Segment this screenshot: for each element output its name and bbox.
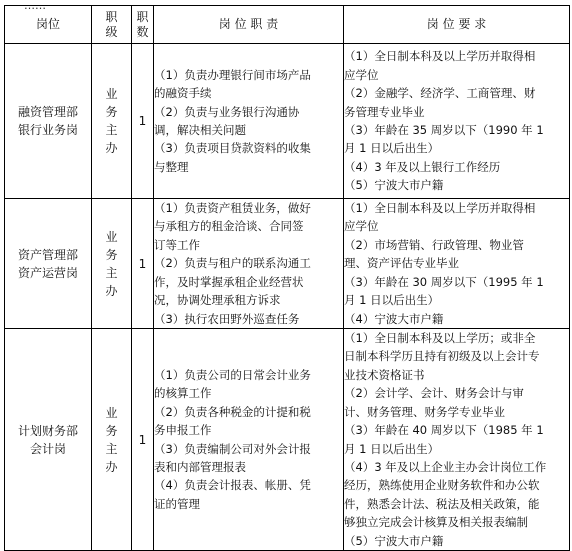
duties-cell: （1）负责公司的日常会计业务 的核算工作 （2）负责各种税金的计提和税 务申报工作 （3）负责编制公司对外会计报 表和内部管理报表 （4）负责会计报表、帐册、凭 证的管理 bbox=[154, 329, 344, 551]
duties-cell: （1）负责资产租赁业务，做好 与承租方的租金洽谈、合同签 订等工作 （2）负责与租户的联系沟通工 作，及时掌握承租企业经营状 况，协调处理承租方诉求 （3）执行农田野外巡查任务 bbox=[154, 199, 344, 329]
requirements-cell: （1）全日制本科及以上学历并取得相 应学位 （2）金融学、经济学、工商管理、财 务管理专业毕业 （3）年龄在 35 周岁以下（1990 年 1 月 1 日以后出生） （4）3 年及以上银行工作经历 （5）宁波大市户籍 bbox=[344, 44, 570, 199]
rank-cell: 业 务 主 办 bbox=[92, 329, 132, 551]
duties-cell: （1）负责办理银行间市场产品 的融资手续 （2）负责与业务银行沟通协 调，解决相关问题 （3）负责项目贷款资料的收集 与整理 bbox=[154, 44, 344, 199]
job-requirements-table bbox=[4, 5, 570, 551]
post-name: 融资管理部 银行业务岗 bbox=[5, 44, 92, 199]
requirements-cell: （1）全日制本科及以上学历；或非全 日制本科学历且持有初级及以上会计专 业技术资格证书 （2）会计学、会计、财务会计与审 计、财务管理、财务学专业毕业 （3）年龄在 40 周岁以下（1985 年 1 月 1 日以后出生） （4）3 年及以上企业主办会计岗位工作 经历，熟练使用企业财务软件和办公软 件，熟悉会计法、税法及相关政策，能 够独立完成会计核算及相关报表编制 （5）宁波大市户籍 bbox=[344, 329, 570, 551]
rank-cell: 业 务 主 办 bbox=[92, 199, 132, 329]
post-name: 计划财务部 会计岗 bbox=[5, 329, 92, 551]
rank-cell: 业 务 主 办 bbox=[92, 44, 132, 199]
table-row bbox=[5, 44, 570, 199]
post-name: 资产管理部 资产运营岗 bbox=[5, 199, 92, 329]
header-duties: 岗 位 职 责 bbox=[154, 6, 344, 44]
headcount: 1 bbox=[132, 44, 154, 199]
table-row bbox=[5, 199, 570, 329]
clipped-top-text: …… bbox=[24, 0, 46, 12]
table-row bbox=[5, 329, 570, 551]
headcount: 1 bbox=[132, 199, 154, 329]
requirements-cell: （1）全日制本科及以上学历并取得相 应学位 （2）市场营销、行政管理、物业管 理、资产评估专业毕业 （3）年龄在 30 周岁以下（1995 年 1 月 1 日以后出生） （4）宁波大市户籍 bbox=[344, 199, 570, 329]
header-row bbox=[5, 6, 570, 44]
header-rank: 职 级 bbox=[92, 6, 132, 44]
header-count: 职 数 bbox=[132, 6, 154, 44]
header-post: 岗位 bbox=[5, 6, 92, 44]
headcount: 1 bbox=[132, 329, 154, 551]
header-requirements: 岗 位 要 求 bbox=[344, 6, 570, 44]
